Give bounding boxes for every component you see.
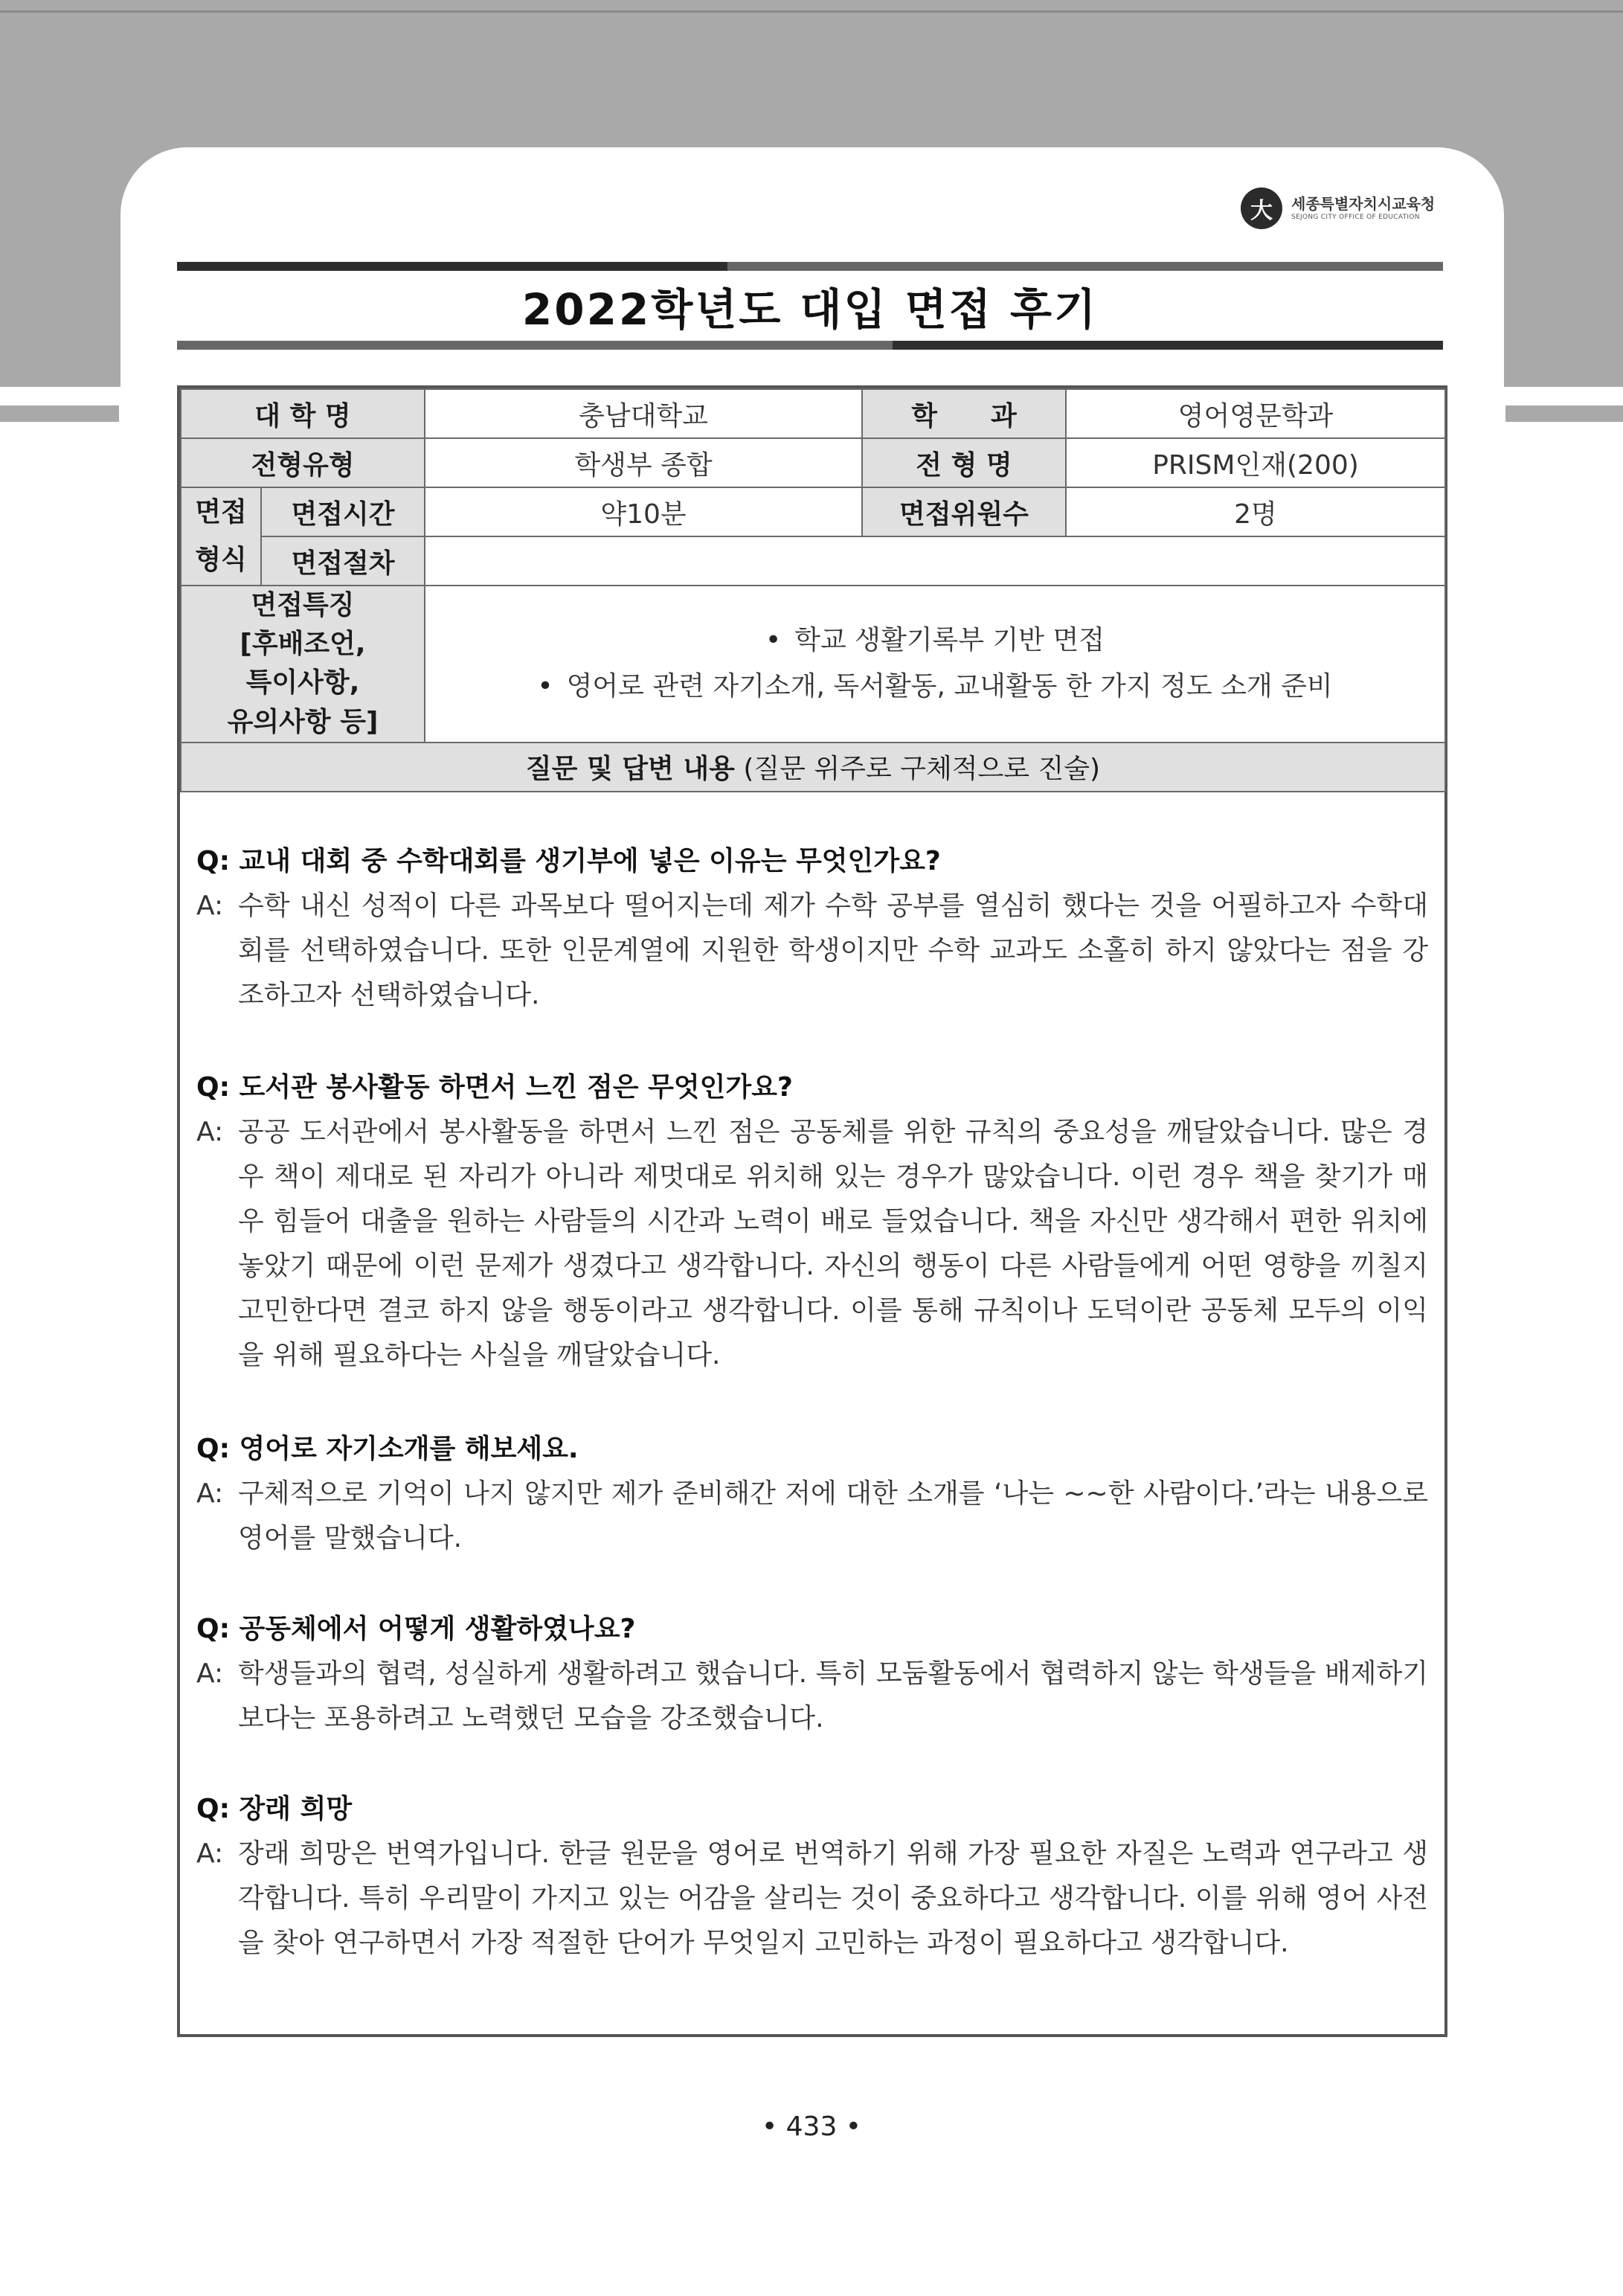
top-edge-line	[0, 10, 1623, 13]
answer-tag: A:	[196, 891, 224, 921]
right-side-bar	[1505, 405, 1623, 422]
track-label: 전 형 명	[862, 438, 1066, 487]
question: Q: 교내 대회 중 수학대회를 생기부에 넣은 이유는 무엇인가요?	[196, 846, 941, 876]
track-value: PRISM인재(200)	[1066, 438, 1445, 487]
feature-item: • 학교 생활기록부 기반 면접	[425, 618, 1444, 664]
dept-value: 영어영문학과	[1066, 389, 1445, 438]
time-value: 약10분	[425, 487, 862, 536]
answer-tag: A:	[196, 1117, 224, 1147]
publisher-name-en: SEJONG CITY OFFICE OF EDUCATION	[1291, 213, 1420, 221]
type-label: 전형유형	[181, 438, 425, 487]
qa-item	[196, 1607, 1428, 1741]
procedure-value	[425, 536, 1445, 586]
answer-tag: A:	[196, 1478, 224, 1509]
features-label: 면접특징 [후배조언, 특이사항, 유의사항 등]	[181, 586, 425, 743]
qa-header-note: (질문 위주로 구체적으로 진술)	[734, 754, 1101, 785]
dept-label: 학 과	[862, 389, 1066, 438]
feature-item: • 영어로 관련 자기소개, 독서활동, 교내활동 한 가지 정도 소개 준비	[425, 664, 1444, 710]
qa-item	[196, 1787, 1428, 1966]
time-label: 면접시간	[261, 487, 425, 536]
procedure-label: 면접절차	[261, 536, 425, 586]
qa-section-header	[181, 743, 1445, 792]
answer: 구체적으로 기억이 나지 않지만 제가 준비해간 저에 대한 소개를 ‘나는 ~~한 사람이다.’라는 내용으로 영어를 말했습니다.	[238, 1478, 1428, 1553]
answer: 공공 도서관에서 봉사활동을 하면서 느낀 점은 공동체를 위한 규칙의 중요성을 깨달았습니다. 많은 경우 책이 제대로 된 자리가 아니라 제멋대로 위치해 있는 경우가 많았습니다. 이런 경우 책을 찾기가 매우 힘들어 대출을 원하는 사람들의 시간과 노력이 배로 들었습니다. 책을 자신만 생각해서 편한 위치에 놓았기 때문에 이런 문제가 생겼다고 생각합니다. 자신의 행동이 다른 사람들에게 어떤 영향을 끼칠지 고민한다면 결코 하지 않을 행동이라고 생각합니다. 이를 통해 규칙이나 도덕이란 공동체 모두의 이익을 위해 필요하다는 사실을 깨달았습니다.	[238, 1117, 1428, 1370]
left-side-bar	[0, 405, 119, 422]
question: Q: 도서관 봉사활동 하면서 느낀 점은 무엇인가요?	[196, 1072, 793, 1103]
question: Q: 공동체에서 어떻게 생활하였나요?	[196, 1614, 636, 1644]
qa-item	[196, 1065, 1428, 1378]
question: Q: 영어로 자기소개를 해보세요.	[196, 1434, 579, 1464]
interview-form	[177, 385, 1447, 2037]
university-label: 대 학 명	[181, 389, 425, 438]
sejong-emblem-icon: 大	[1241, 187, 1282, 229]
question: Q: 장래 희망	[196, 1794, 353, 1824]
page-title: 2022학년도 대입 면접 후기	[521, 284, 1099, 335]
title-rule-bottom	[177, 341, 1443, 350]
qa-item	[196, 839, 1428, 1018]
answer: 학생들과의 협력, 성실하게 생활하려고 했습니다. 특히 모둠활동에서 협력하지 않는 학생들을 배제하기보다는 포용하려고 노력했던 모습을 강조했습니다.	[238, 1658, 1428, 1734]
format-label: 면접 형식	[181, 487, 261, 586]
type-value: 학생부 종합	[425, 438, 862, 487]
qa-item	[196, 1427, 1428, 1561]
features-value	[425, 586, 1445, 743]
title-rule-top	[177, 262, 1443, 271]
committee-label: 면접위원수	[862, 487, 1066, 536]
info-table	[180, 388, 1446, 792]
answer-tag: A:	[196, 1658, 224, 1689]
publisher-name-kr: 세종특별자치시교육청	[1291, 194, 1436, 213]
page-number: • 433 •	[761, 2111, 862, 2142]
qa-header-bold: 질문 및 답변 내용	[525, 754, 735, 785]
answer: 장래 희망은 번역가입니다. 한글 원문을 영어로 번역하기 위해 가장 필요한 자질은 노력과 연구라고 생각합니다. 특히 우리말이 가지고 있는 어감을 살리는 것이 중요하다고 생각합니다. 이를 위해 영어 사전을 찾아 연구하면서 가장 적절한 단어가 무엇일지 고민하는 과정이 필요하다고 생각합니다.	[238, 1838, 1428, 1958]
answer-tag: A:	[196, 1838, 224, 1869]
publisher-logo	[1241, 186, 1435, 231]
committee-value: 2명	[1066, 487, 1445, 536]
answer: 수학 내신 성적이 다른 과목보다 떨어지는데 제가 수학 공부를 열심히 했다는 것을 어필하고자 수학대회를 선택하였습니다. 또한 인문계열에 지원한 학생이지만 수학 교과도 소홀히 하지 않았다는 점을 강조하고자 선택하였습니다.	[238, 891, 1428, 1010]
university-value: 충남대학교	[425, 389, 862, 438]
